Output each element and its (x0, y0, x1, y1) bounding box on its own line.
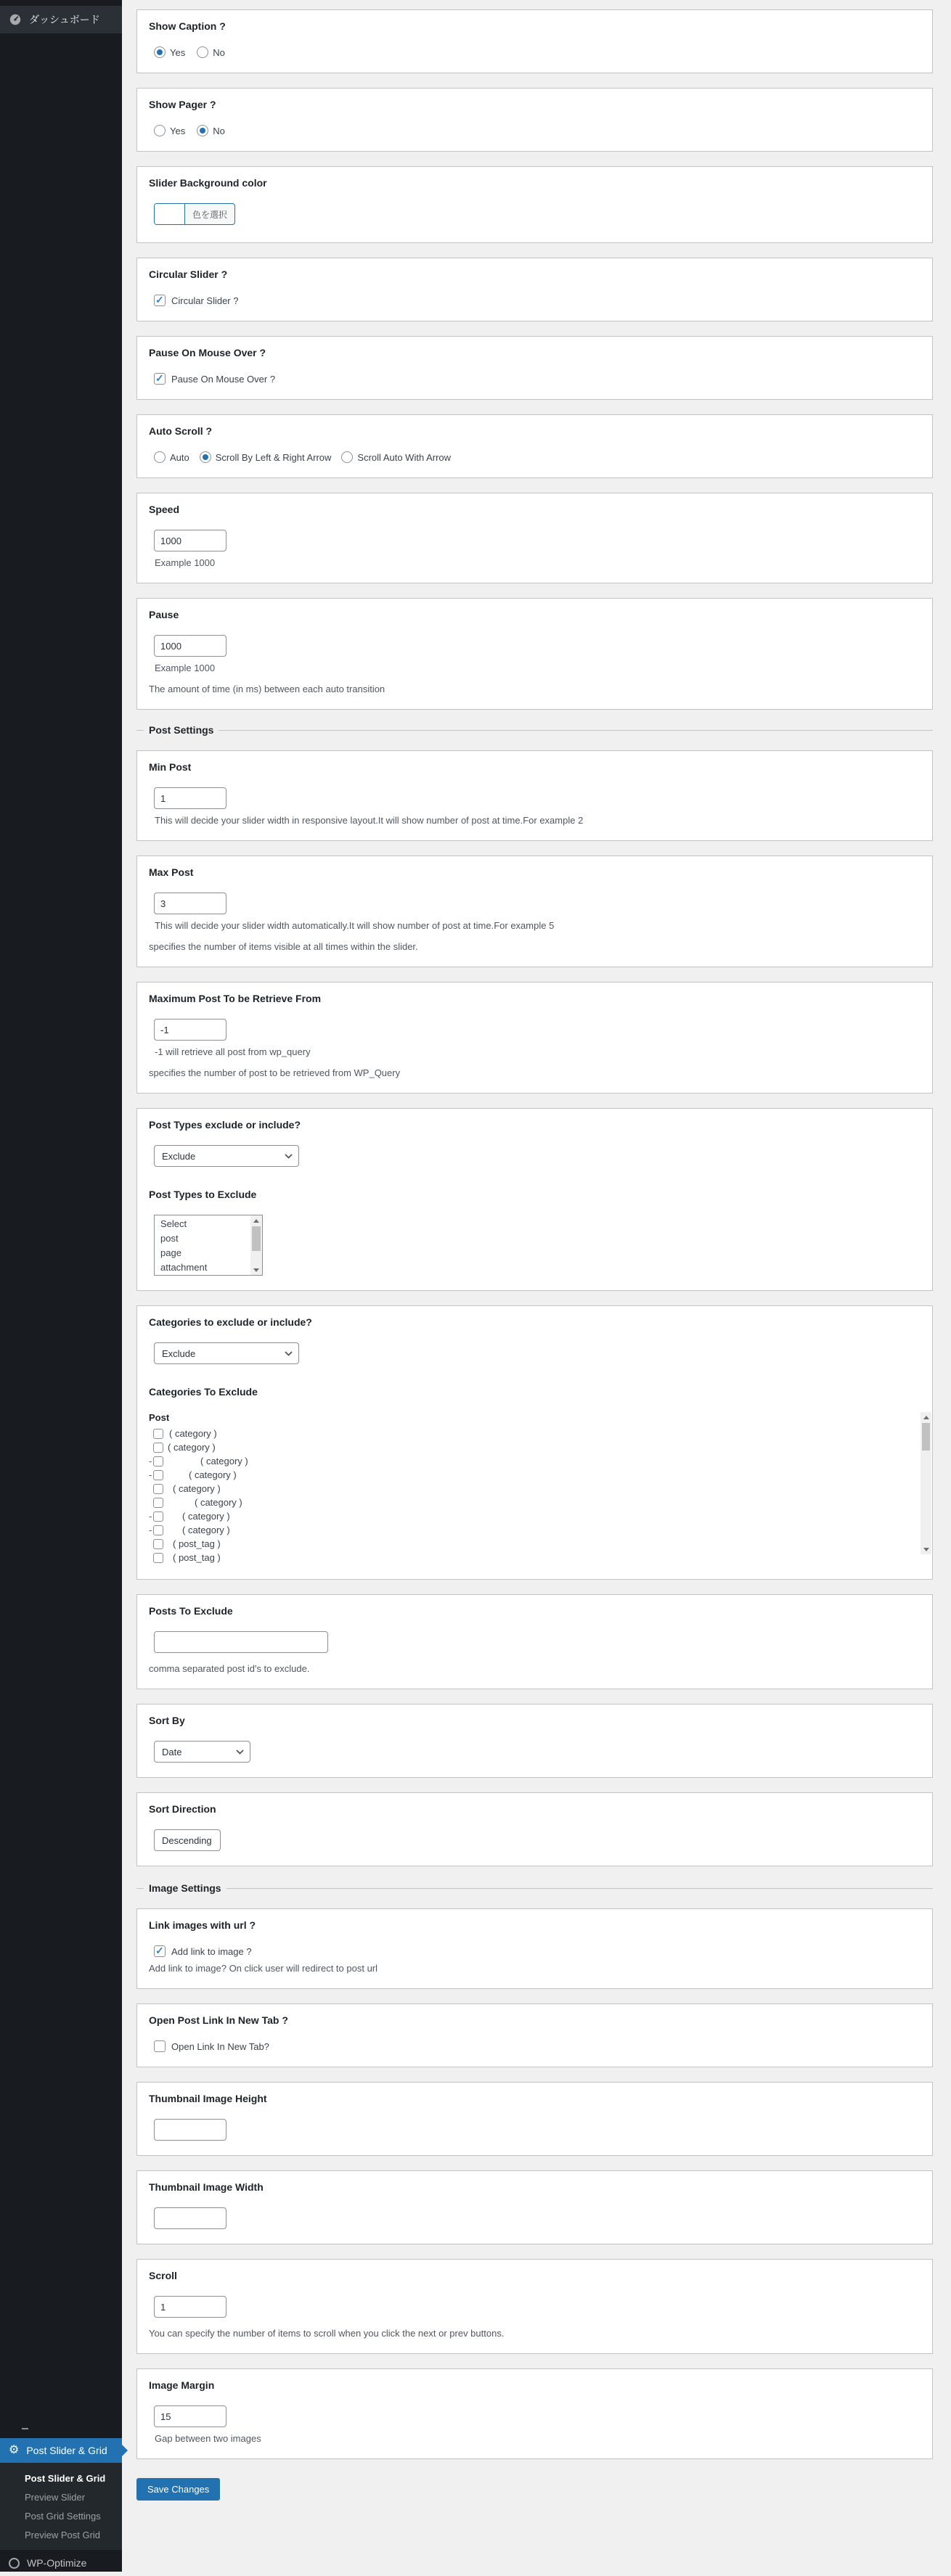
checkbox-checked-icon[interactable] (154, 295, 166, 306)
add-link-to-image-checkbox[interactable] (154, 1945, 921, 1957)
category-label: ( category ) (169, 1428, 217, 1439)
field-label: Post Types exclude or include? (149, 1119, 301, 1131)
field-description: You can specify the number of items to scroll when you click the next or prev buttons. (149, 2328, 505, 2339)
radio-label: No (213, 46, 225, 58)
category-checkbox[interactable] (153, 1539, 163, 1549)
checkbox-label: Open Link In New Tab? (171, 2040, 269, 2052)
category-label: ( category ) (168, 1442, 216, 1453)
sidebar-bottom-menu (0, 2428, 122, 2576)
card-categories (136, 1305, 933, 1580)
category-row (149, 1537, 921, 1551)
category-group-label: Post (149, 1412, 170, 1423)
settings-form (122, 0, 951, 2501)
active-menu-arrow-icon (122, 2445, 128, 2456)
category-row (149, 1551, 921, 1564)
submenu-item-preview-post-grid[interactable]: Preview Post Grid (25, 2530, 101, 2540)
category-checkbox[interactable] (153, 1456, 163, 1467)
row-prefix: - (149, 1511, 152, 1522)
category-checkbox[interactable] (153, 1511, 163, 1522)
card-max-post (136, 856, 933, 967)
card-circular-slider (136, 258, 933, 321)
card-open-new-tab (136, 2003, 933, 2067)
field-label: Circular Slider ? (149, 268, 228, 280)
field-description: specifies the number of items visible at all times within the slider. (149, 941, 418, 952)
multiselect-option[interactable]: post (160, 1233, 179, 1244)
section-heading-label: Post Settings (149, 724, 214, 736)
category-label: ( category ) (195, 1497, 242, 1508)
field-label: Sort By (149, 1715, 185, 1726)
category-label: ( post_tag ) (173, 1538, 221, 1549)
field-label: Auto Scroll ? (149, 425, 213, 437)
category-row (149, 1440, 921, 1454)
card-auto-scroll (136, 414, 933, 478)
chevron-down-icon (285, 1351, 293, 1356)
radio-label: Yes (170, 46, 186, 58)
category-row (149, 1509, 921, 1523)
categories-scrollbar[interactable] (921, 1412, 931, 1554)
card-scroll (136, 2259, 933, 2354)
category-checkbox[interactable] (153, 1470, 163, 1480)
arrow-down-icon (253, 1268, 259, 1272)
chevron-down-icon (236, 1750, 244, 1755)
category-checkbox[interactable] (153, 1429, 163, 1439)
row-prefix: - (149, 1525, 152, 1535)
checkbox-label: Add link to image ? (171, 1945, 252, 1957)
dashboard-icon (9, 13, 22, 26)
card-link-images (136, 1908, 933, 1989)
checkbox-label: Circular Slider ? (171, 295, 239, 306)
card-sort-by (136, 1704, 933, 1778)
field-label: Posts To Exclude (149, 1605, 233, 1617)
category-label: ( category ) (200, 1456, 248, 1467)
auto-scroll-auto-radio[interactable] (154, 451, 189, 463)
scrollbar-thumb[interactable] (252, 1226, 261, 1251)
field-label: Max Post (149, 866, 194, 878)
submenu-item-post-slider-grid[interactable]: Post Slider & Grid (25, 2473, 106, 2484)
radio-icon[interactable] (154, 451, 166, 463)
checkbox-checked-icon[interactable] (154, 373, 166, 385)
field-label: Thumbnail Image Width (149, 2181, 264, 2193)
categories-mode-select[interactable] (154, 1342, 299, 1364)
plugin-submenu (0, 2463, 122, 2550)
sidebar-item-label: WP-Optimize (27, 2557, 87, 2569)
pause-on-mouse-over-checkbox[interactable] (154, 373, 921, 385)
sort-by-select[interactable] (154, 1741, 250, 1763)
scroll-up-button[interactable] (250, 1215, 262, 1226)
field-description: Gap between two images (155, 2433, 261, 2444)
show-pager-yes-radio[interactable] (154, 125, 185, 136)
auto-scroll-auto-with-arrow-radio[interactable] (341, 451, 451, 463)
scroll-down-button[interactable] (250, 1265, 262, 1275)
category-checkbox[interactable] (153, 1553, 163, 1563)
card-speed (136, 493, 933, 583)
field-label: Speed (149, 504, 180, 515)
field-description: The amount of time (in ms) between each auto transition (149, 684, 385, 694)
multiselect-option[interactable]: Select (160, 1218, 187, 1229)
card-posts-to-exclude (136, 1594, 933, 1689)
radio-label: No (213, 125, 225, 136)
max-post-input[interactable] (154, 893, 226, 914)
field-label: Pause On Mouse Over ? (149, 347, 266, 358)
multiselect-option[interactable]: page (160, 1247, 181, 1258)
field-label: Maximum Post To be Retrieve From (149, 993, 322, 1004)
card-image-margin (136, 2368, 933, 2459)
category-row (149, 1454, 921, 1468)
card-show-pager (136, 88, 933, 152)
field-description: -1 will retrieve all post from wp_query (155, 1046, 311, 1057)
card-show-caption (136, 9, 933, 73)
field-label: Thumbnail Image Height (149, 2093, 267, 2104)
sort-direction-select[interactable] (154, 1829, 221, 1851)
select-value: Date (162, 1746, 182, 1757)
category-row (149, 1468, 921, 1482)
category-checkbox[interactable] (153, 1443, 163, 1453)
max-post-retrieve-input[interactable] (154, 1019, 226, 1041)
card-post-types (136, 1108, 933, 1291)
section-heading-image-settings (136, 1882, 933, 1894)
section-heading-post-settings (136, 724, 933, 736)
color-swatch[interactable] (155, 204, 185, 224)
field-label: Pause (149, 609, 179, 620)
gear-icon: ⚙ (9, 2444, 20, 2456)
field-description: Add link to image? On click user will redirect to post url (149, 1963, 378, 1974)
multiselect-option[interactable]: attachment (160, 1262, 208, 1273)
post-types-mode-select[interactable] (154, 1145, 299, 1167)
sidebar-item-label: Post Slider & Grid (26, 2445, 107, 2456)
sidebar-item-dashboard[interactable] (0, 6, 122, 33)
field-label: Post Types to Exclude (149, 1189, 257, 1200)
categories-checklist (149, 1412, 921, 1564)
field-label: Sort Direction (149, 1803, 216, 1815)
card-thumbnail-height (136, 2082, 933, 2156)
field-label: Categories to exclude or include? (149, 1316, 312, 1328)
select-value: Exclude (162, 1348, 196, 1359)
scrollbar-thumb[interactable] (922, 1423, 930, 1451)
checkbox-icon[interactable] (154, 2040, 166, 2052)
scroll-up-button[interactable] (921, 1412, 931, 1422)
category-row (149, 1523, 921, 1537)
speed-input[interactable] (154, 530, 226, 551)
sidebar-item-wp-optimize[interactable] (0, 2550, 122, 2576)
image-margin-input[interactable] (154, 2405, 226, 2427)
section-heading-label: Image Settings (149, 1882, 221, 1894)
radio-label: Auto (170, 451, 189, 463)
row-prefix: - (149, 1469, 152, 1480)
field-description: Example 1000 (155, 557, 216, 568)
menu-separator (22, 2428, 28, 2429)
card-maximum-post-retrieve (136, 982, 933, 1094)
category-checkbox[interactable] (153, 1498, 163, 1508)
field-description: This will decide your slider width in responsive layout.It will show number of post at time.For example 2 (155, 815, 584, 826)
admin-sidebar (0, 0, 122, 2572)
radio-selected-icon[interactable] (200, 451, 211, 463)
field-label: Min Post (149, 761, 192, 773)
category-label: ( category ) (173, 1483, 221, 1494)
pause-input[interactable] (154, 635, 226, 657)
save-changes-button[interactable]: Save Changes (136, 2478, 220, 2501)
field-description: comma separated post id's to exclude. (149, 1663, 310, 1674)
thumbnail-height-input[interactable] (154, 2119, 226, 2141)
category-label: ( category ) (182, 1525, 230, 1535)
field-label: Link images with url ? (149, 1919, 256, 1931)
field-label: Show Pager ? (149, 99, 216, 110)
submenu-item-preview-slider[interactable]: Preview Slider (25, 2492, 86, 2503)
sidebar-item-label: ダッシュボード (29, 14, 100, 25)
scroll-input[interactable] (154, 2296, 226, 2318)
category-checkbox[interactable] (153, 1525, 163, 1535)
category-row (149, 1482, 921, 1496)
select-value: Exclude (162, 1150, 196, 1162)
open-link-new-tab-checkbox[interactable] (154, 2040, 921, 2052)
field-label: Open Post Link In New Tab ? (149, 2014, 288, 2026)
radio-selected-icon[interactable] (154, 46, 166, 58)
post-types-multiselect[interactable] (154, 1215, 263, 1276)
posts-to-exclude-input[interactable] (154, 1631, 328, 1653)
select-color-button-label[interactable]: 色を選択 (192, 209, 228, 220)
arrow-up-icon (253, 1219, 259, 1223)
field-label: Scroll (149, 2270, 177, 2281)
category-checkbox[interactable] (153, 1484, 163, 1494)
radio-icon[interactable] (154, 125, 166, 136)
submenu-item-post-grid-settings[interactable]: Post Grid Settings (25, 2511, 101, 2522)
radio-icon[interactable] (341, 451, 353, 463)
category-row (149, 1496, 921, 1509)
field-description: This will decide your slider width automatically.It will show number of post at time.For example 5 (155, 920, 555, 931)
radio-selected-icon[interactable] (197, 125, 208, 136)
card-pause (136, 598, 933, 710)
circular-slider-checkbox[interactable] (154, 295, 921, 306)
radio-label: Scroll Auto With Arrow (357, 451, 452, 463)
radio-label: Scroll By Left & Right Arrow (215, 451, 332, 463)
card-thumbnail-width (136, 2170, 933, 2244)
field-description: specifies the number of post to be retrieved from WP_Query (149, 1067, 401, 1078)
category-label: ( post_tag ) (173, 1552, 221, 1563)
radio-icon[interactable] (197, 46, 208, 58)
select-value: Descending (162, 1834, 212, 1846)
card-slider-background-color (136, 166, 933, 243)
row-prefix: - (149, 1456, 152, 1467)
wp-optimize-icon (9, 2558, 20, 2569)
card-min-post (136, 750, 933, 841)
arrow-up-icon (923, 1416, 929, 1419)
field-label: Slider Background color (149, 177, 267, 189)
field-description: Example 1000 (155, 663, 216, 673)
field-label: Image Margin (149, 2379, 215, 2391)
category-row (149, 1427, 921, 1440)
card-sort-direction (136, 1792, 933, 1866)
card-pause-on-mouse-over (136, 336, 933, 400)
scroll-down-button[interactable] (921, 1544, 931, 1554)
chevron-down-icon (285, 1154, 293, 1159)
category-label: ( category ) (182, 1511, 230, 1522)
show-pager-no-radio[interactable] (197, 125, 225, 136)
arrow-down-icon (923, 1548, 929, 1551)
checkbox-label: Pause On Mouse Over ? (171, 373, 276, 385)
thumbnail-width-input[interactable] (154, 2207, 226, 2229)
category-label: ( category ) (189, 1469, 237, 1480)
color-picker-button[interactable] (154, 203, 235, 225)
auto-scroll-left-right-arrow-radio[interactable] (200, 451, 332, 463)
radio-label: Yes (170, 125, 186, 136)
show-caption-no-radio[interactable] (197, 46, 225, 58)
field-label: Show Caption ? (149, 20, 226, 32)
checkbox-checked-icon[interactable] (154, 1945, 166, 1957)
sidebar-item-post-slider-grid[interactable] (0, 2438, 122, 2463)
field-label: Categories To Exclude (149, 1386, 258, 1398)
multiselect-scrollbar[interactable] (250, 1215, 262, 1275)
show-caption-yes-radio[interactable] (154, 46, 185, 58)
min-post-input[interactable] (154, 787, 226, 809)
